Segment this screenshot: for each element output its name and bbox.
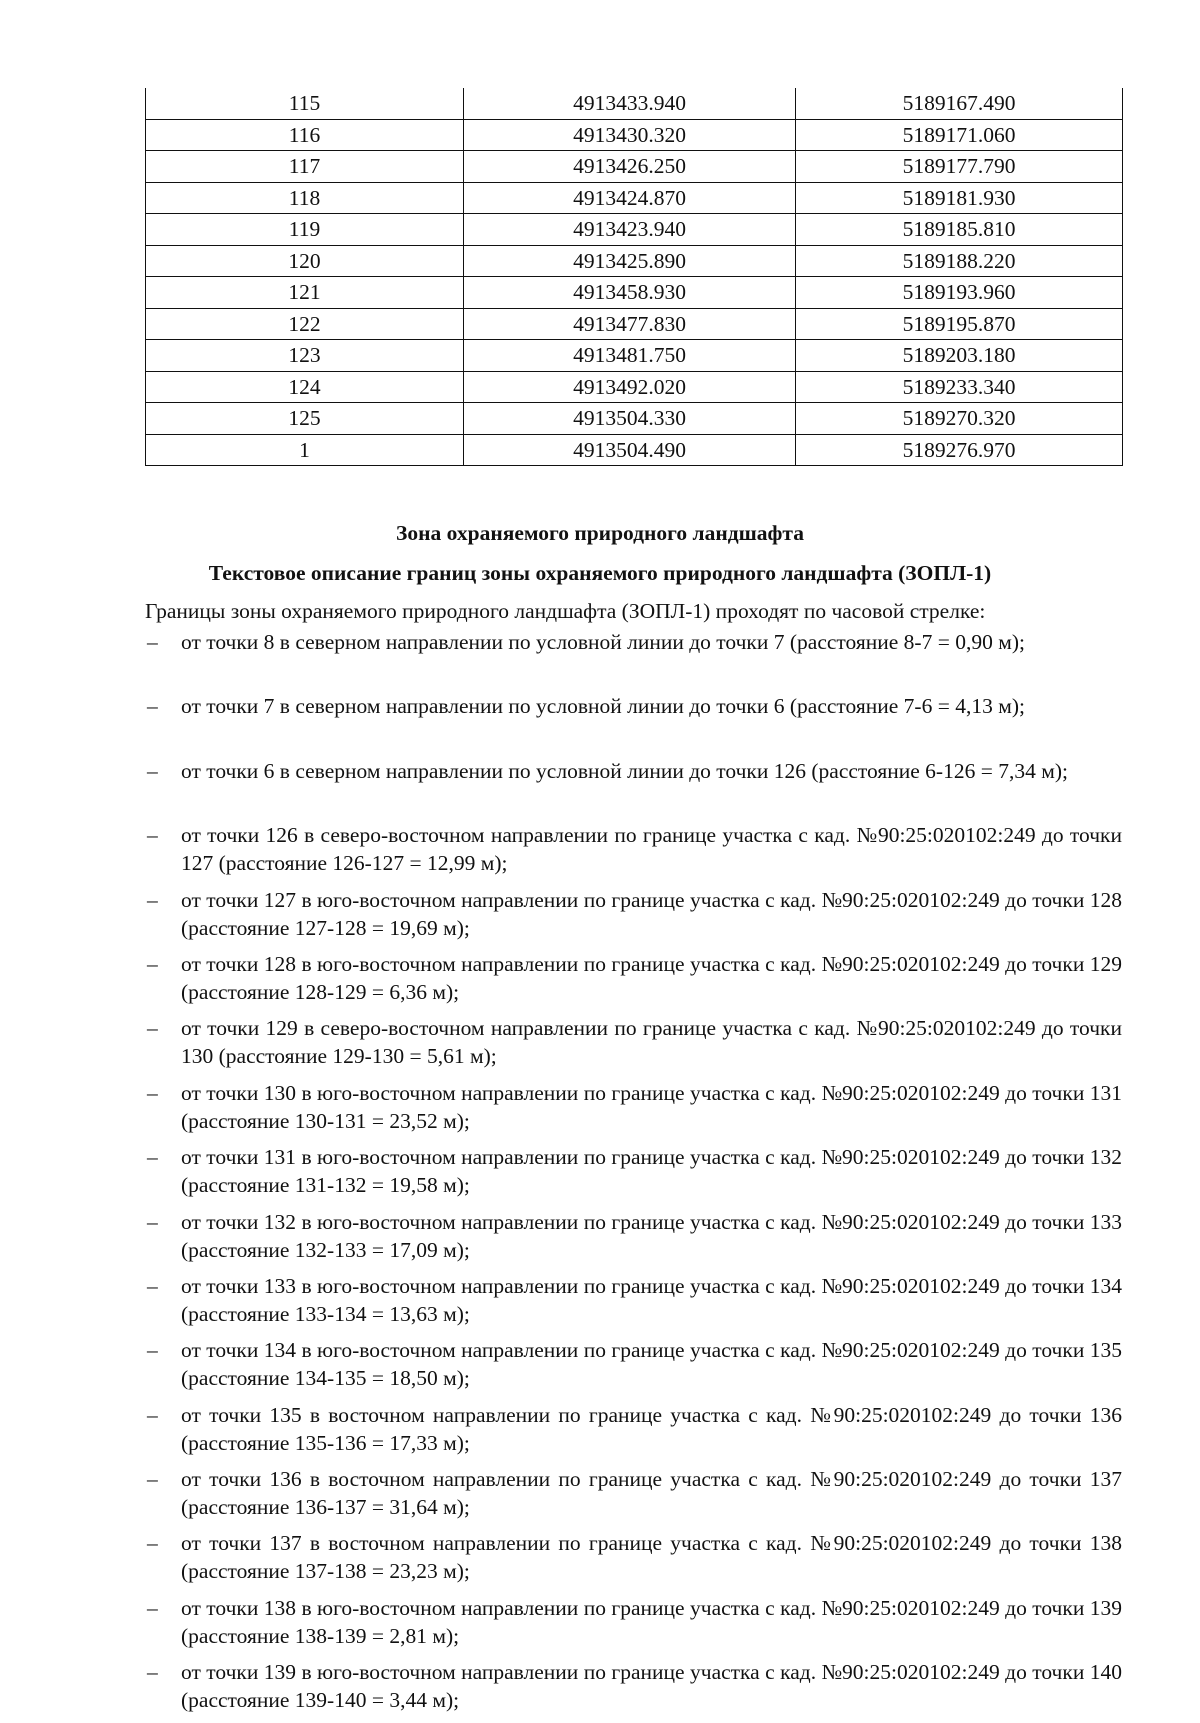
list-item-text: от точки 137 в восточном направлении по границе участка с кад. №90:25:020102:249 до точки 138 (расстояние 137-138 = 23,23 м); <box>181 1531 1122 1584</box>
section-subtitle: Текстовое описание границ зоны охраняемого природного ландшафта (ЗОПЛ-1) <box>208 561 992 585</box>
x-coordinate-cell: 4913481.750 <box>464 340 796 372</box>
list-item <box>145 692 1122 756</box>
x-coordinate-cell: 4913433.940 <box>464 88 796 119</box>
x-coordinate-cell: 4913424.870 <box>464 182 796 214</box>
list-item <box>145 1272 1122 1336</box>
list-item-text: от точки 132 в юго-восточном направлении по границе участка с кад. №90:25:020102:249 до точки 133 (расстояние 132-133 = 17,09 м); <box>181 1209 1122 1262</box>
list-item-text: от точки 131 в юго-восточном направлении по границе участка с кад. №90:25:020102:249 до точки 132 (расстояние 131-132 = 19,58 м); <box>181 1145 1122 1198</box>
list-item-text: от точки 136 в восточном направлении по границе участка с кад. №90:25:020102:249 до точки 137 (расстояние 136-137 = 31,64 м); <box>181 1467 1122 1520</box>
list-item-text: от точки 8 в северном направлении по условной линии до точки 7 (расстояние 8-7 = 0,90 м); <box>181 630 1025 654</box>
list-dash: – <box>147 758 158 783</box>
point-number-cell: 118 <box>146 182 464 214</box>
list-item <box>145 1658 1122 1722</box>
list-item-text: от точки 130 в юго-восточном направлении по границе участка с кад. №90:25:020102:249 до точки 131 (расстояние 130-131 = 23,52 м); <box>181 1080 1122 1133</box>
y-coordinate-cell: 5189270.320 <box>796 403 1123 435</box>
x-coordinate-cell: 4913492.020 <box>464 371 796 403</box>
y-coordinate-cell: 5189195.870 <box>796 308 1123 340</box>
y-coordinate-cell: 5189167.490 <box>796 88 1123 119</box>
list-dash: – <box>147 1209 158 1234</box>
list-item <box>145 1401 1122 1465</box>
list-item-text: от точки 138 в юго-восточном направлении по границе участка с кад. №90:25:020102:249 до точки 139 (расстояние 138-139 = 2,81 м); <box>181 1595 1122 1648</box>
y-coordinate-cell: 5189171.060 <box>796 119 1123 151</box>
list-item <box>145 950 1122 1014</box>
list-item <box>145 628 1122 692</box>
list-dash: – <box>147 1080 158 1105</box>
point-number-cell: 120 <box>146 245 464 277</box>
list-item <box>145 886 1122 950</box>
list-item-text: от точки 128 в юго-восточном направлении по границе участка с кад. №90:25:020102:249 до точки 129 (расстояние 128-129 = 6,36 м); <box>181 951 1122 1004</box>
point-number-cell: 122 <box>146 308 464 340</box>
list-dash: – <box>147 1402 158 1427</box>
list-dash: – <box>147 1338 158 1363</box>
point-number-cell: 123 <box>146 340 464 372</box>
list-item <box>145 821 1122 885</box>
intro-paragraph: Границы зоны охраняемого природного ландшафта (ЗОПЛ-1) проходят по часовой стрелке: <box>145 599 986 623</box>
point-number-cell: 121 <box>146 277 464 309</box>
list-item-text: от точки 7 в северном направлении по условной линии до точки 6 (расстояние 7-6 = 4,13 м); <box>181 694 1025 719</box>
x-coordinate-cell: 4913458.930 <box>464 277 796 309</box>
y-coordinate-cell: 5189276.970 <box>796 434 1123 466</box>
list-dash: – <box>147 823 158 848</box>
list-item-text: от точки 135 в восточном направлении по границе участка с кад. №90:25:020102:249 до точки 136 (расстояние 135-136 = 17,33 м); <box>181 1402 1122 1455</box>
y-coordinate-cell: 5189181.930 <box>796 182 1123 214</box>
list-item-text: от точки 133 в юго-восточном направлении по границе участка с кад. №90:25:020102:249 до точки 134 (расстояние 133-134 = 13,63 м); <box>181 1273 1122 1326</box>
coordinates-table <box>145 88 1123 466</box>
list-dash: – <box>147 887 158 912</box>
list-item-text: от точки 6 в северном направлении по условной линии до точки 126 (расстояние 6-126 = 7,34 м); <box>181 758 1068 783</box>
table-row <box>146 371 1123 403</box>
point-number-cell: 1 <box>146 434 464 466</box>
x-coordinate-cell: 4913477.830 <box>464 308 796 340</box>
boundary-description-list <box>145 628 1122 1723</box>
point-number-cell: 116 <box>146 119 464 151</box>
table-row <box>146 151 1123 183</box>
point-number-cell: 125 <box>146 403 464 435</box>
y-coordinate-cell: 5189188.220 <box>796 245 1123 277</box>
y-coordinate-cell: 5189177.790 <box>796 151 1123 183</box>
table-row <box>146 340 1123 372</box>
x-coordinate-cell: 4913425.890 <box>464 245 796 277</box>
list-dash: – <box>147 1145 158 1170</box>
list-item <box>145 1208 1122 1272</box>
table-row <box>146 88 1123 119</box>
coordinates-table-body <box>146 88 1123 466</box>
point-number-cell: 119 <box>146 214 464 246</box>
list-item <box>145 1014 1122 1078</box>
y-coordinate-cell: 5189233.340 <box>796 371 1123 403</box>
list-dash: – <box>147 951 158 976</box>
list-dash: – <box>147 694 158 719</box>
point-number-cell: 115 <box>146 88 464 119</box>
list-item-text: от точки 129 в северо-восточном направлении по границе участка с кад. №90:25:020102:249 до точки 130 (расстояние 129-130 = 5,61 м); <box>181 1016 1122 1069</box>
list-dash: – <box>147 1660 158 1685</box>
x-coordinate-cell: 4913504.330 <box>464 403 796 435</box>
list-item-text: от точки 126 в северо-восточном направлении по границе участка с кад. №90:25:020102:249 до точки 127 (расстояние 126-127 = 12,99 м); <box>181 823 1122 876</box>
list-item-text: от точки 134 в юго-восточном направлении по границе участка с кад. №90:25:020102:249 до точки 135 (расстояние 134-135 = 18,50 м); <box>181 1338 1122 1391</box>
list-dash: – <box>147 630 158 654</box>
list-dash: – <box>147 1531 158 1556</box>
list-item-text: от точки 139 в юго-восточном направлении по границе участка с кад. №90:25:020102:249 до точки 140 (расстояние 139-140 = 3,44 м); <box>181 1660 1122 1713</box>
y-coordinate-cell: 5189185.810 <box>796 214 1123 246</box>
list-dash: – <box>147 1273 158 1298</box>
table-row <box>146 403 1123 435</box>
list-item <box>145 1465 1122 1529</box>
x-coordinate-cell: 4913426.250 <box>464 151 796 183</box>
x-coordinate-cell: 4913430.320 <box>464 119 796 151</box>
list-item <box>145 1529 1122 1593</box>
table-row <box>146 308 1123 340</box>
point-number-cell: 124 <box>146 371 464 403</box>
table-row <box>146 182 1123 214</box>
y-coordinate-cell: 5189203.180 <box>796 340 1123 372</box>
y-coordinate-cell: 5189193.960 <box>796 277 1123 309</box>
list-dash: – <box>147 1016 158 1041</box>
table-row <box>146 277 1123 309</box>
table-row <box>146 434 1123 466</box>
table-row <box>146 214 1123 246</box>
list-item <box>145 757 1122 821</box>
table-row <box>146 119 1123 151</box>
section-title: Зона охраняемого природного ландшафта <box>396 521 804 545</box>
list-item <box>145 1143 1122 1207</box>
list-dash: – <box>147 1467 158 1492</box>
list-item-text: от точки 127 в юго-восточном направлении по границе участка с кад. №90:25:020102:249 до точки 128 (расстояние 127-128 = 19,69 м); <box>181 887 1122 940</box>
list-dash: – <box>147 1595 158 1620</box>
list-item <box>145 1079 1122 1143</box>
point-number-cell: 117 <box>146 151 464 183</box>
list-item <box>145 1336 1122 1400</box>
x-coordinate-cell: 4913423.940 <box>464 214 796 246</box>
x-coordinate-cell: 4913504.490 <box>464 434 796 466</box>
table-row <box>146 245 1123 277</box>
list-item <box>145 1594 1122 1658</box>
